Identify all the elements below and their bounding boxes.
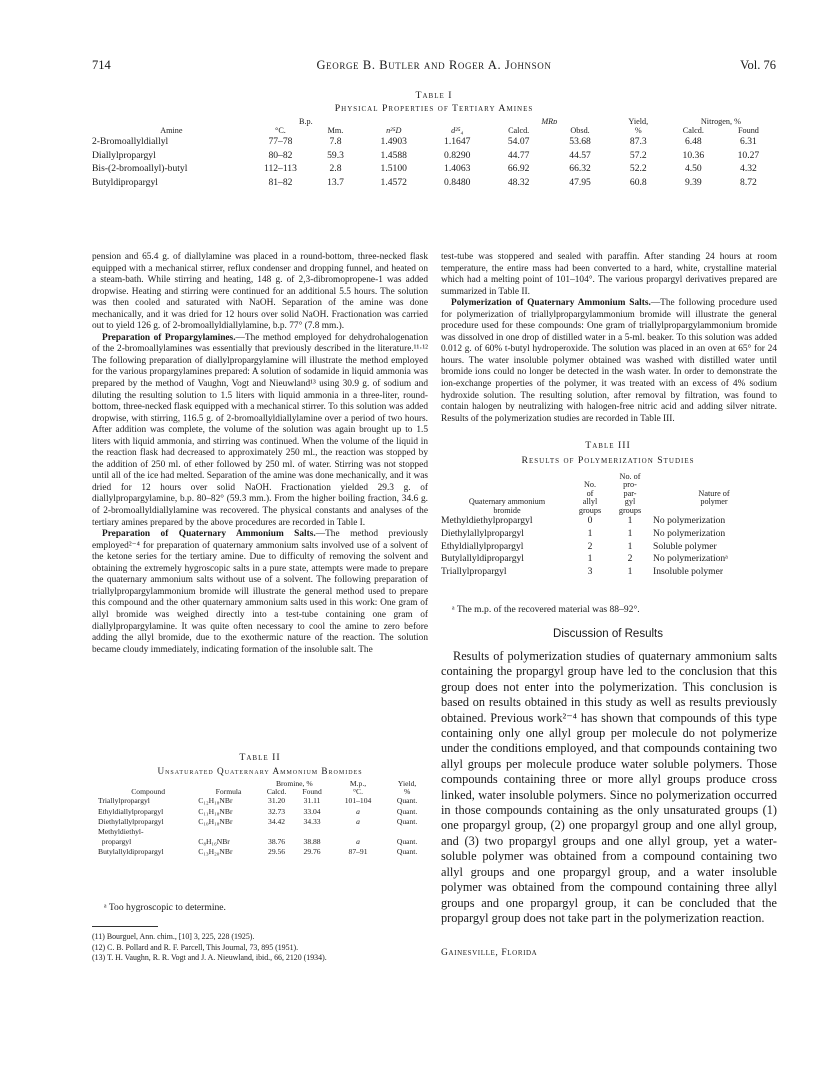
t1-head-bp: B.p. [299, 117, 313, 126]
t1-head-yield-pct: % [634, 126, 642, 135]
t2-head-mp-unit: °C. [353, 787, 364, 797]
references [92, 932, 428, 964]
t2-cell: Triallylpropargyl [98, 796, 150, 806]
t1-cell: Butyldipropargyl [92, 176, 158, 188]
table-row [98, 847, 428, 857]
t1-cell: 59.3 [327, 149, 344, 161]
t1-head-bp-mm: Mm. [327, 126, 344, 135]
t3-cell: 1 [627, 566, 633, 578]
discussion-heading: Discussion of Results [553, 628, 663, 640]
t1-cell: 10.36 [682, 149, 705, 161]
t3-head: No. of [619, 472, 641, 481]
table3-label: Table III [585, 440, 631, 451]
t1-cell: 57.2 [629, 149, 647, 161]
t3-head: Nature of [698, 488, 730, 498]
t2-cell: propargyl [98, 837, 132, 847]
paragraph-text: —The method employed for dehydrohalogenation of the 2-bromoallylamines was essentially that previously described in the literature.¹¹·¹² The following preparation of diallylpropargylamine will illustrate the method employed for the various propargylamines prepared: A solution of sodamide in liquid ammonia was prepared by the method of Vaughn, Vogt and Nieuwland¹³ using 30.9 g. of sodium and diluting the resulting solution to 1.5 liters with liquid ammonia in a three-liter, round-bottom, three-necked flask equipped with a mechanical stirrer. To this solution was added dropwise, with stirring, 116.5 g. of 2-bromoallyldiallylamine over a period of two hours. After addition was complete, the volume of the solution was again brought up to 1.5 liters with liquid ammonia, and stirring was continued. When the volume of the liquid in the reaction flask had decreased to approximately 250 ml., the reaction was stopped by the addition of 250 ml. of ether followed by 250 ml. of water. Stirring was not stopped until all of the ice had melted. Separation of the amine was done mechanically, and it was dried for 12 hours over solid NaOH. Fractionation yielded 29.3 g. of diallylpropargylamine, b.p. 80–82° (59.3 mm.). From the higher boiling fraction, 34.6 g. of 2-bromoallyldiallylamine was recovered. The physical constants and analyses of the tertiary amines prepared by the above procedures are recorded in Table I. [92, 332, 428, 528]
page-number: 714 [92, 58, 111, 72]
t1-cell: 2-Bromoallyldiallyl [92, 136, 169, 147]
t1-cell: 7.8 [329, 136, 342, 147]
t3-cell: Insoluble polymer [653, 566, 724, 578]
t2-cell: Quant. [396, 796, 418, 806]
t2-cell: 31.11 [303, 796, 321, 806]
t2-cell: a [356, 837, 360, 847]
t2-cell: Diethylallylpropargyl [98, 816, 164, 826]
t1-head-mrd-calcd: Calcd. [508, 126, 530, 135]
t2-cell: 29.76 [303, 847, 321, 857]
reference: (13) T. H. Vaughn, R. R. Vogt and J. A. Nieuwland, ibid., 66, 2120 (1934). [92, 953, 327, 962]
t2-cell: 101–104 [344, 796, 372, 806]
t1-cell: 48.32 [507, 176, 530, 188]
table2 [98, 780, 428, 858]
table3-footnote: ᵃ The m.p. of the recovered material was 88–92°. [452, 604, 640, 615]
table-row [441, 541, 775, 554]
left-column [92, 252, 428, 656]
t2-cell: a [356, 806, 360, 816]
t1-head-n-calcd: Calcd. [682, 126, 704, 135]
t1-cell: 66.92 [507, 163, 530, 175]
t3-cell: 0 [587, 515, 593, 527]
t1-cell: 44.57 [569, 149, 591, 161]
table-row [441, 528, 775, 541]
paragraph: Results of polymerization studies of quaternary ammonium salts containing the propargyl group have led to the conclusion that this group does not enter into the polymerization. This conclusion is based on results obtained in this study as well as results previously obtained. Previous work²⁻⁴ has shown that compounds of this type containing only one allyl group per molecule do not polymerize under the conditions employed, and that compounds containing two allyl groups per molecule produce water soluble polymers. Those compounds containing three or more allyl groups produce cross linked, water insoluble polymers. Since no polymerization occurred in those compounds containing as the only unsaturated groups (1) one propargyl group, (2) one propargyl group and one allyl group, and (3) two propargyl groups and one allyl group, yet a water-soluble polymer was obtained from a compound containing two allyl groups and one propargyl group, and a water insoluble polymer was obtained from the compound containing three allyl groups and one propargyl group, it can be concluded that the propargyl group does not take part in the polymerization reaction. [441, 649, 777, 925]
paragraph: pension and 65.4 g. of diallylamine was placed in a round-bottom, three-necked flask equipped with a mechanical stirrer, reflux condenser and dropping funnel, and heated on a steam-bath. While stirring and heating, 148 g. of 2,3-dibromopropene-1 was added dropwise. Heating and stirring were continued for an additional 5.5 hours. The solution was then cooled and saturated with NaOH. Separation of the amine was done mechanically, and it was dried for 12 hours over solid NaOH. Fractionation was carried out to yield 126 g. of 2-bromoallyldiallylamine, b.p. 77° (7.8 mm.). [92, 252, 428, 332]
t1-cell: 66.32 [569, 163, 591, 175]
table-row [441, 566, 775, 579]
t1-head-n-found: Found [737, 126, 759, 135]
t1-cell: 8.72 [740, 176, 757, 188]
t3-head: pro- [623, 480, 637, 490]
table-row [92, 135, 776, 149]
t2-cell: Ethyldiallylpropargyl [98, 806, 164, 816]
table1-label: Table I [415, 90, 453, 101]
t1-cell: 1.4572 [380, 176, 407, 188]
t2-cell: C₁₂H₁₈NBr [198, 796, 233, 806]
t2-cell [259, 827, 295, 837]
t2-cell: Quant. [396, 847, 418, 857]
table-row [98, 796, 428, 806]
section-heading: Polymerization of Quaternary Ammonium Salts. [451, 298, 651, 309]
t1-head-bp-c: °C. [275, 126, 286, 135]
table2-title: Unsaturated Quaternary Ammonium Bromides [157, 766, 363, 776]
t1-cell: 80–82 [268, 149, 293, 161]
t1-cell: 77–78 [268, 136, 293, 147]
t2-cell: 32.73 [268, 806, 286, 816]
table-row [98, 817, 428, 827]
t3-cell: 1 [627, 527, 633, 539]
t3-head: polymer [700, 497, 728, 507]
t2-cell [198, 827, 259, 837]
t3-head: of [586, 488, 594, 498]
t1-cell: 54.07 [507, 136, 530, 147]
table-row [98, 827, 428, 837]
t2-head-compound: Compound [131, 787, 165, 797]
t1-cell: Bis-(2-bromoallyl)-butyl [92, 163, 188, 175]
table2-label: Table II [239, 752, 281, 763]
table-row [92, 149, 776, 163]
t2-head-yield: Yield, [397, 779, 417, 788]
paragraph [441, 298, 777, 425]
t1-cell: Diallylpropargyl [92, 149, 156, 161]
t3-head: No. [583, 480, 597, 490]
t1-cell: 1.4063 [444, 163, 471, 175]
volume-label: Vol. 76 [740, 58, 776, 72]
t3-cell: 2 [627, 553, 633, 565]
t2-cell: Methyldiethyl- [98, 827, 144, 837]
t1-cell: 87.3 [629, 136, 647, 147]
t1-cell: 1.1647 [444, 136, 471, 147]
t3-cell: Triallylpropargyl [441, 566, 507, 578]
t2-cell [294, 827, 330, 837]
paragraph-text: —The method previously employed²⁻⁴ for preparation of quaternary ammonium salts involved use of a solvent of the ketone series for the tertiary amine. Due to difficulty of removing the solvent and obtaining the extremely hygroscopic salts in a pure state, attempts were made to prepare the quaternary ammonium salts without use of a solvent. The following preparation of triallylpropargylammonium bromide will illustrate the general method used to prepare this compound and the other quaternary ammonium salts used in this work: One gram of allyl bromide was weighed directly into a test-tube containing one gram of diallylpropargylamine. It was quite often necessary to cool the amine to zero before adding the allyl bromide, due to the exothermic nature of the reaction. The solution became cloudy immediately, indicating formation of the insoluble salt. The [92, 529, 428, 655]
t2-cell: C₁₃H₂₀NBr [198, 847, 233, 857]
paragraph-text: —The following procedure used for polymerization of triallylpropargylammonium bromide will illustrate the general procedure used for these compounds: One gram of triallylpropargylammonium bromide was dissolved in one drop of distilled water in a 5-ml. beaker. To this solution was added 0.012 g. of 60% t-butyl hydroperoxide. The solution was placed in an oven at 65° for 24 hours. The water insoluble polymer obtained was washed with distilled water until bromide ions could no longer be detected in the wash water. In order to demonstrate the ion-exchange properties of the polymer, it was treated with an excess of 4% sodium hydroxide solution. The resulting solution, after removal by filtration, was found to contain halogen by neutralizing with halogen-free nitric acid and adding silver nitrate. Results of the polymerization studies are recorded in Table III. [441, 298, 777, 424]
reference: (11) Bourguel, Ann. chim., [10] 3, 225, 228 (1925). [92, 932, 255, 941]
t1-head-density: d²⁵₄ [451, 126, 464, 135]
t1-head-amine: Amine [160, 126, 183, 135]
table3-title: Results of Polymerization Studies [521, 455, 695, 466]
t2-head-mp: M.p., [349, 779, 367, 788]
t1-cell: 1.5100 [380, 163, 407, 175]
t2-cell: C₁₁H₁₈NBr [198, 806, 233, 816]
t3-cell: No polymerization [653, 515, 726, 527]
t1-cell: 60.8 [629, 176, 647, 188]
t2-cell: Quant. [396, 837, 418, 847]
t1-cell: 9.39 [684, 176, 702, 188]
table3 [441, 473, 775, 579]
t2-cell: 38.88 [303, 837, 321, 847]
t1-cell: 2.8 [329, 163, 342, 175]
t3-cell: 2 [587, 540, 593, 552]
right-column [441, 252, 777, 425]
t1-cell: 13.7 [327, 176, 344, 188]
paragraph: test-tube was stoppered and sealed with paraffin. After standing 24 hours at room temperature, the entire mass had been converted to a hard, white, crystalline material which had a melting point of 101–104°. The various propargyl derivatives prepared are summarized in Table II. [441, 252, 777, 297]
t3-cell: Methyldiethylpropargyl [441, 515, 533, 527]
table-row [441, 515, 775, 528]
t3-cell: Soluble polymer [653, 540, 717, 552]
t3-head: gyl [624, 497, 636, 507]
t2-head-found: Found [302, 787, 322, 797]
t1-cell: 6.31 [740, 136, 757, 147]
table2-footnote: ᵃ Too hygroscopic to determine. [104, 902, 226, 913]
t1-cell: 53.68 [569, 136, 591, 147]
t3-cell: 1 [627, 515, 633, 527]
t2-head-formula: Formula [215, 787, 242, 797]
footnote-rule [92, 926, 158, 927]
t3-head: groups [618, 505, 642, 515]
t1-head-mrd-obsd: Obsd. [570, 126, 590, 135]
t3-cell: Ethyldiallylpropargyl [441, 540, 524, 552]
t2-cell: 29.56 [268, 847, 286, 857]
table1-title: Physical Properties of Tertiary Amines [334, 103, 534, 114]
t3-head: allyl [582, 497, 598, 507]
table1 [92, 117, 776, 189]
running-header [92, 58, 776, 74]
t1-cell: 6.48 [684, 136, 702, 147]
t3-head: Quaternary ammonium [468, 497, 546, 507]
discussion-body [441, 649, 777, 926]
t3-cell: No polymerizationᵃ [653, 553, 728, 565]
t2-cell: 38.76 [268, 837, 286, 847]
t2-cell: C₁₀H₁₈NBr [198, 816, 233, 826]
t3-cell: 1 [587, 553, 593, 565]
t1-cell: 0.8290 [444, 149, 471, 161]
t2-cell: 87–91 [348, 847, 368, 857]
t3-head: bromide [493, 505, 521, 515]
table-row [98, 807, 428, 817]
place-line: Gainesville, Florida [441, 947, 538, 958]
t2-cell: Butylallyldipropargyl [98, 847, 164, 857]
t2-cell: 34.33 [303, 816, 321, 826]
running-authors: George B. Butler and Roger A. Johnson [316, 58, 552, 72]
t1-head-nitrogen: Nitrogen, % [700, 117, 741, 126]
t1-cell: 52.2 [629, 163, 647, 175]
t1-cell: 0.8480 [444, 176, 471, 188]
t1-head-nd: n²⁵D [386, 126, 402, 135]
table-row [441, 553, 775, 566]
t2-head-bromine: Bromine, % [275, 779, 313, 788]
paragraph [92, 333, 428, 529]
table-row [92, 176, 776, 190]
t2-cell: Quant. [396, 806, 418, 816]
t3-cell: 1 [627, 540, 633, 552]
t1-cell: 4.32 [740, 163, 757, 175]
t1-cell: 1.4588 [380, 149, 407, 161]
t1-head-mrd: MRᴅ [541, 117, 558, 126]
table-row [92, 162, 776, 176]
section-heading: Preparation of Quaternary Ammonium Salts. [102, 529, 316, 540]
t2-cell: 33.04 [303, 806, 321, 816]
t1-cell: 112–113 [264, 163, 297, 175]
section-heading: Preparation of Propargylamines. [102, 332, 236, 343]
t2-cell: C₈H₁₆NBr [198, 837, 230, 847]
t2-cell: 34.42 [268, 816, 286, 826]
t3-cell: Diethylallylpropargyl [441, 527, 524, 539]
t2-cell: 31.20 [268, 796, 286, 806]
t1-cell: 47.95 [569, 176, 591, 188]
t1-head-yield: Yield, [628, 117, 649, 126]
t3-head: par- [623, 488, 637, 498]
t2-cell [386, 827, 428, 837]
reference: (12) C. B. Pollard and R. F. Parcell, This Journal, 73, 895 (1951). [92, 942, 299, 952]
t1-cell: 81–82 [268, 176, 293, 188]
paragraph [92, 529, 428, 656]
t2-cell [330, 827, 386, 837]
t2-cell: Quant. [396, 816, 418, 826]
t2-head-yield-pct: % [403, 787, 411, 797]
t3-cell: Butylallyldipropargyl [441, 553, 524, 565]
t1-cell: 4.50 [684, 163, 702, 175]
t3-cell: No polymerization [653, 527, 726, 539]
t1-cell: 44.77 [507, 149, 530, 161]
t2-head-calcd: Calcd. [266, 787, 287, 797]
t3-head: groups [578, 505, 602, 515]
t3-cell: 1 [587, 527, 593, 539]
t1-cell: 10.27 [737, 149, 760, 161]
t2-cell: a [356, 816, 360, 826]
table-row [98, 837, 428, 847]
t3-cell: 3 [587, 566, 593, 578]
t1-cell: 1.4903 [380, 136, 407, 147]
